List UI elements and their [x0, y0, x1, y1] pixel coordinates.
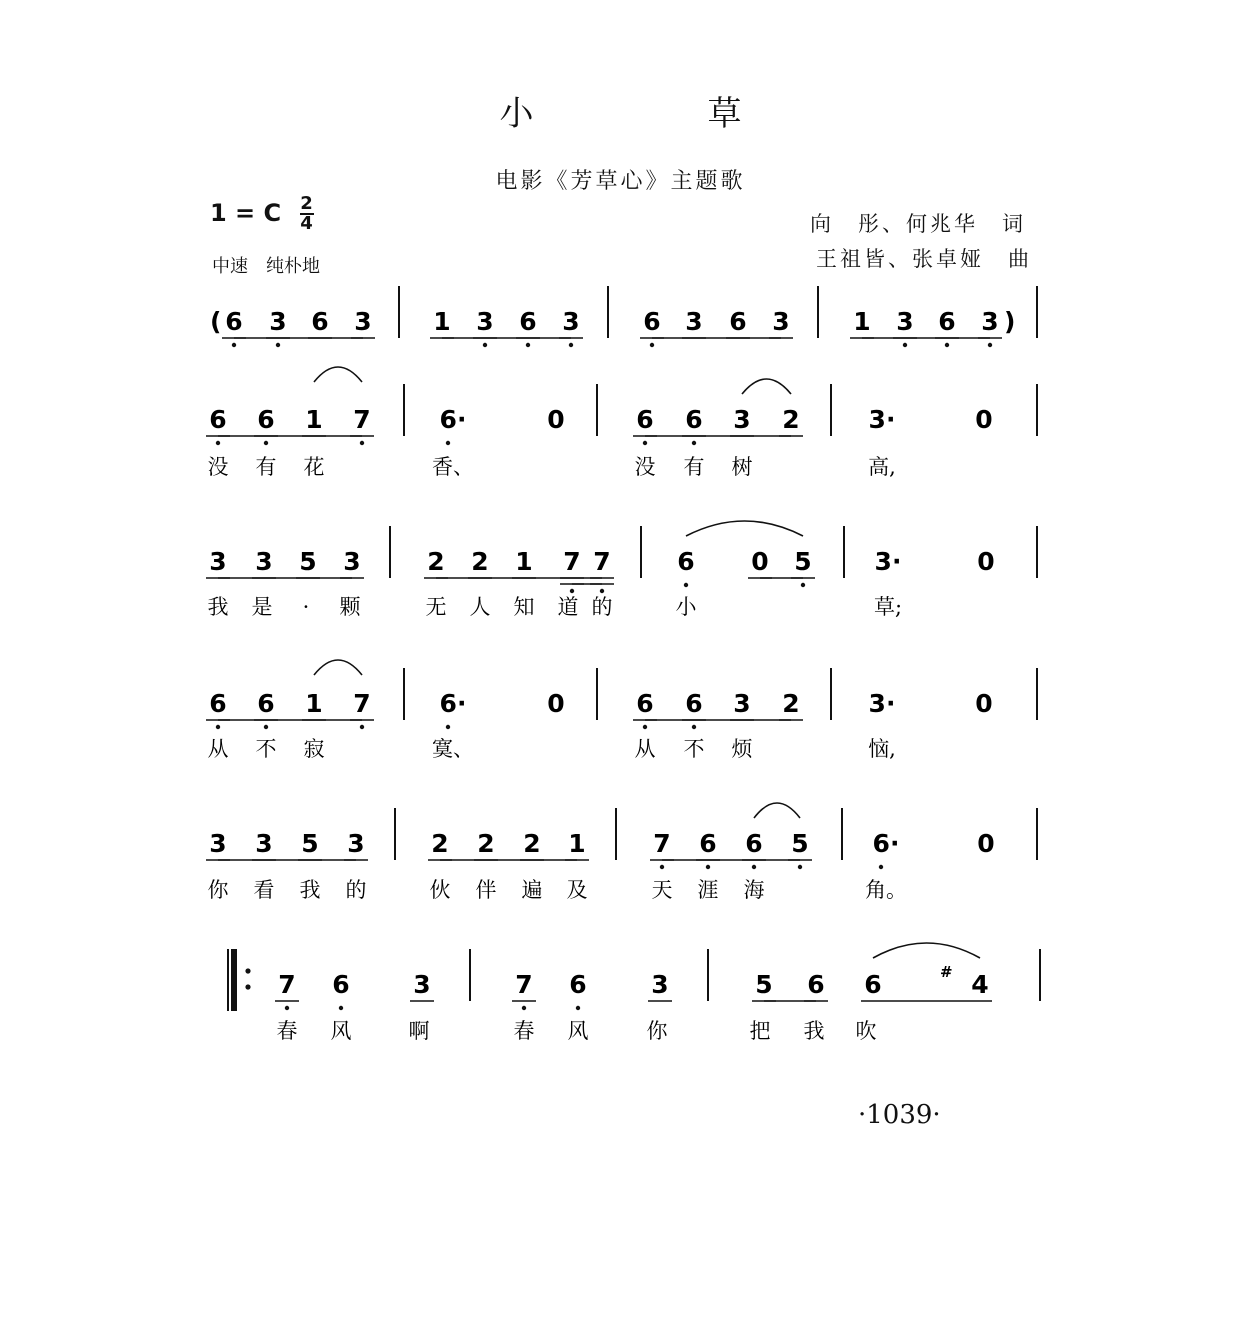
note: 6	[209, 405, 227, 434]
octave-dot	[903, 343, 907, 347]
note: 3	[209, 547, 227, 576]
note: 0	[977, 829, 995, 858]
octave-dot	[643, 441, 647, 445]
octave-dot	[360, 441, 364, 445]
octave-dot	[285, 1006, 289, 1010]
octave-dot	[339, 1006, 343, 1010]
octave-dot	[988, 343, 992, 347]
lyricist-credit: 向 彤、何兆华 词	[810, 212, 1026, 236]
note: 1	[515, 547, 533, 576]
page-number: ·1039·	[858, 1100, 941, 1130]
slur	[873, 943, 980, 958]
note: 3·	[868, 689, 896, 718]
note: 3	[476, 307, 494, 336]
lyric-char: 伴	[475, 878, 497, 902]
octave-dot	[446, 725, 450, 729]
octave-dot	[526, 343, 530, 347]
lyric-char: 涯	[697, 878, 719, 902]
note: 6	[677, 547, 695, 576]
lyric-char: 不	[683, 737, 705, 761]
tempo-marking: 中速 纯朴地	[212, 256, 320, 277]
lyric-char: 从	[634, 737, 656, 761]
slur	[686, 521, 803, 536]
note: 6	[864, 970, 882, 999]
octave-dot	[216, 725, 220, 729]
lyric-char: 无	[425, 595, 447, 619]
lyric-char: 有	[255, 455, 277, 479]
note: 6	[332, 970, 350, 999]
lyric-char: 我	[207, 595, 229, 619]
note: 3	[343, 547, 361, 576]
time-top: 2	[300, 193, 313, 214]
lyric-char: 吹	[855, 1019, 877, 1043]
octave-dot	[483, 343, 487, 347]
lyric-char: 看	[253, 878, 275, 902]
lyric-char: 及	[566, 878, 588, 902]
lyric-char: 啊	[408, 1019, 430, 1043]
note: 7	[563, 547, 581, 576]
lyric-char: 海	[743, 878, 765, 902]
lyric-char: 伙	[429, 878, 451, 902]
note: 6	[257, 689, 275, 718]
lyric-char: 寂	[303, 737, 325, 761]
lyric-char: 草;	[873, 595, 903, 619]
note: 2	[782, 405, 800, 434]
octave-dot	[752, 865, 756, 869]
note: 6	[257, 405, 275, 434]
key-text: 1 = C	[210, 199, 282, 227]
note: 0	[975, 405, 993, 434]
note: 3	[562, 307, 580, 336]
lyric-char: 道	[557, 595, 579, 619]
octave-dot	[692, 725, 696, 729]
octave-dot	[276, 343, 280, 347]
octave-dot	[643, 725, 647, 729]
song-title: 小 草	[499, 94, 812, 134]
octave-dot	[879, 865, 883, 869]
lyric-char: 我	[299, 878, 321, 902]
note: 6	[311, 307, 329, 336]
note: 6	[699, 829, 717, 858]
lyric-char: 我	[803, 1019, 825, 1043]
note: 6	[569, 970, 587, 999]
note: 1	[568, 829, 586, 858]
lyric-char: 风	[567, 1019, 589, 1043]
lyric-char: ·	[302, 595, 310, 619]
note: 5	[301, 829, 319, 858]
note: 5	[299, 547, 317, 576]
lyric-char: 的	[345, 878, 367, 902]
time-bottom: 4	[300, 213, 313, 234]
slur	[314, 367, 362, 382]
octave-dot	[446, 441, 450, 445]
lyric-char: 角。	[865, 878, 907, 902]
note: 3	[255, 547, 273, 576]
repeat-dot	[245, 968, 250, 973]
note: 0	[547, 405, 565, 434]
note: 6	[685, 689, 703, 718]
lyric-char: 香、	[432, 455, 474, 479]
lyric-char: 不	[255, 737, 277, 761]
octave-dot	[522, 1006, 526, 1010]
note: 6	[636, 689, 654, 718]
note: 3	[733, 689, 751, 718]
repeat-start-thick	[231, 949, 237, 1011]
note: 2	[427, 547, 445, 576]
lyric-char: 颗	[339, 595, 361, 619]
lyric-char: 知	[513, 595, 535, 619]
lyric-char: 你	[207, 878, 229, 902]
lyric-char: 天	[651, 878, 673, 902]
note: 3	[269, 307, 287, 336]
note: 2	[523, 829, 541, 858]
note: 1	[433, 307, 451, 336]
close-paren: )	[1004, 307, 1016, 336]
lyric-char: 没	[207, 455, 229, 479]
note: 6	[636, 405, 654, 434]
lyric-char: 花	[303, 455, 325, 479]
lyric-char: 你	[646, 1019, 668, 1043]
note: 7	[278, 970, 296, 999]
octave-dot	[660, 865, 664, 869]
note: 6	[938, 307, 956, 336]
lyric-char: 高,	[868, 455, 896, 479]
octave-dot	[945, 343, 949, 347]
note: 3·	[874, 547, 902, 576]
lyric-char: 人	[469, 595, 491, 619]
lyric-char: 寞、	[432, 737, 474, 761]
note: 0	[547, 689, 565, 718]
lyric-char: 树	[731, 455, 753, 479]
note: 1	[305, 689, 323, 718]
note: 4	[971, 970, 989, 999]
note: 3	[733, 405, 751, 434]
sharp-sign: #	[940, 963, 953, 981]
octave-dot	[798, 865, 802, 869]
song-subtitle: 电影《芳草心》主题歌	[495, 169, 746, 194]
note: 7	[653, 829, 671, 858]
octave-dot	[232, 343, 236, 347]
note: 7	[353, 689, 371, 718]
note: 6	[209, 689, 227, 718]
note: 6·	[439, 405, 467, 434]
slur	[314, 660, 362, 675]
octave-dot	[801, 583, 805, 587]
lyric-char: 把	[749, 1019, 771, 1043]
octave-dot	[650, 343, 654, 347]
octave-dot	[570, 589, 574, 593]
note: 5	[794, 547, 812, 576]
octave-dot	[684, 583, 688, 587]
note: 6	[685, 405, 703, 434]
octave-dot	[360, 725, 364, 729]
note: 1	[853, 307, 871, 336]
note: 6·	[439, 689, 467, 718]
note: 2	[431, 829, 449, 858]
note: 3	[413, 970, 431, 999]
note: 6	[745, 829, 763, 858]
note: 3	[772, 307, 790, 336]
open-paren: (	[210, 307, 222, 336]
octave-dot	[264, 725, 268, 729]
lyric-char: 恼,	[868, 737, 896, 761]
lyric-char: 春	[276, 1019, 298, 1043]
note: 6	[643, 307, 661, 336]
note: 7	[593, 547, 611, 576]
slur	[754, 803, 800, 818]
note: 3	[255, 829, 273, 858]
lyric-char: 从	[207, 737, 229, 761]
note: 6	[807, 970, 825, 999]
note: 6	[729, 307, 747, 336]
note: 1	[305, 405, 323, 434]
lyric-char: 小	[675, 595, 697, 619]
note: 2	[477, 829, 495, 858]
octave-dot	[692, 441, 696, 445]
lyric-char: 春	[513, 1019, 535, 1043]
lyric-char: 有	[683, 455, 705, 479]
note: 0	[977, 547, 995, 576]
repeat-dot	[245, 984, 250, 989]
composer-credit: 王祖皆、张卓娅 曲	[816, 247, 1032, 271]
note: 6	[225, 307, 243, 336]
lyric-char: 的	[591, 595, 613, 619]
note: 3	[981, 307, 999, 336]
lyric-char: 风	[330, 1019, 352, 1043]
note: 6	[519, 307, 537, 336]
note: 0	[751, 547, 769, 576]
lyric-char: 是	[251, 595, 273, 619]
slur	[742, 379, 791, 394]
note: 3	[209, 829, 227, 858]
note: 2	[471, 547, 489, 576]
note: 0	[975, 689, 993, 718]
note: 6·	[872, 829, 900, 858]
octave-dot	[569, 343, 573, 347]
note: 7	[515, 970, 533, 999]
note: 2	[782, 689, 800, 718]
note: 3	[685, 307, 703, 336]
lyric-char: 遍	[521, 878, 543, 902]
lyric-char: 没	[634, 455, 656, 479]
note: 5	[791, 829, 809, 858]
note: 3	[347, 829, 365, 858]
note: 3	[651, 970, 669, 999]
note: 5	[755, 970, 773, 999]
note: 3·	[868, 405, 896, 434]
lyric-char: 烦	[731, 737, 753, 761]
octave-dot	[600, 589, 604, 593]
octave-dot	[264, 441, 268, 445]
octave-dot	[706, 865, 710, 869]
note: 3	[896, 307, 914, 336]
note: 7	[353, 405, 371, 434]
octave-dot	[576, 1006, 580, 1010]
note: 3	[354, 307, 372, 336]
octave-dot	[216, 441, 220, 445]
